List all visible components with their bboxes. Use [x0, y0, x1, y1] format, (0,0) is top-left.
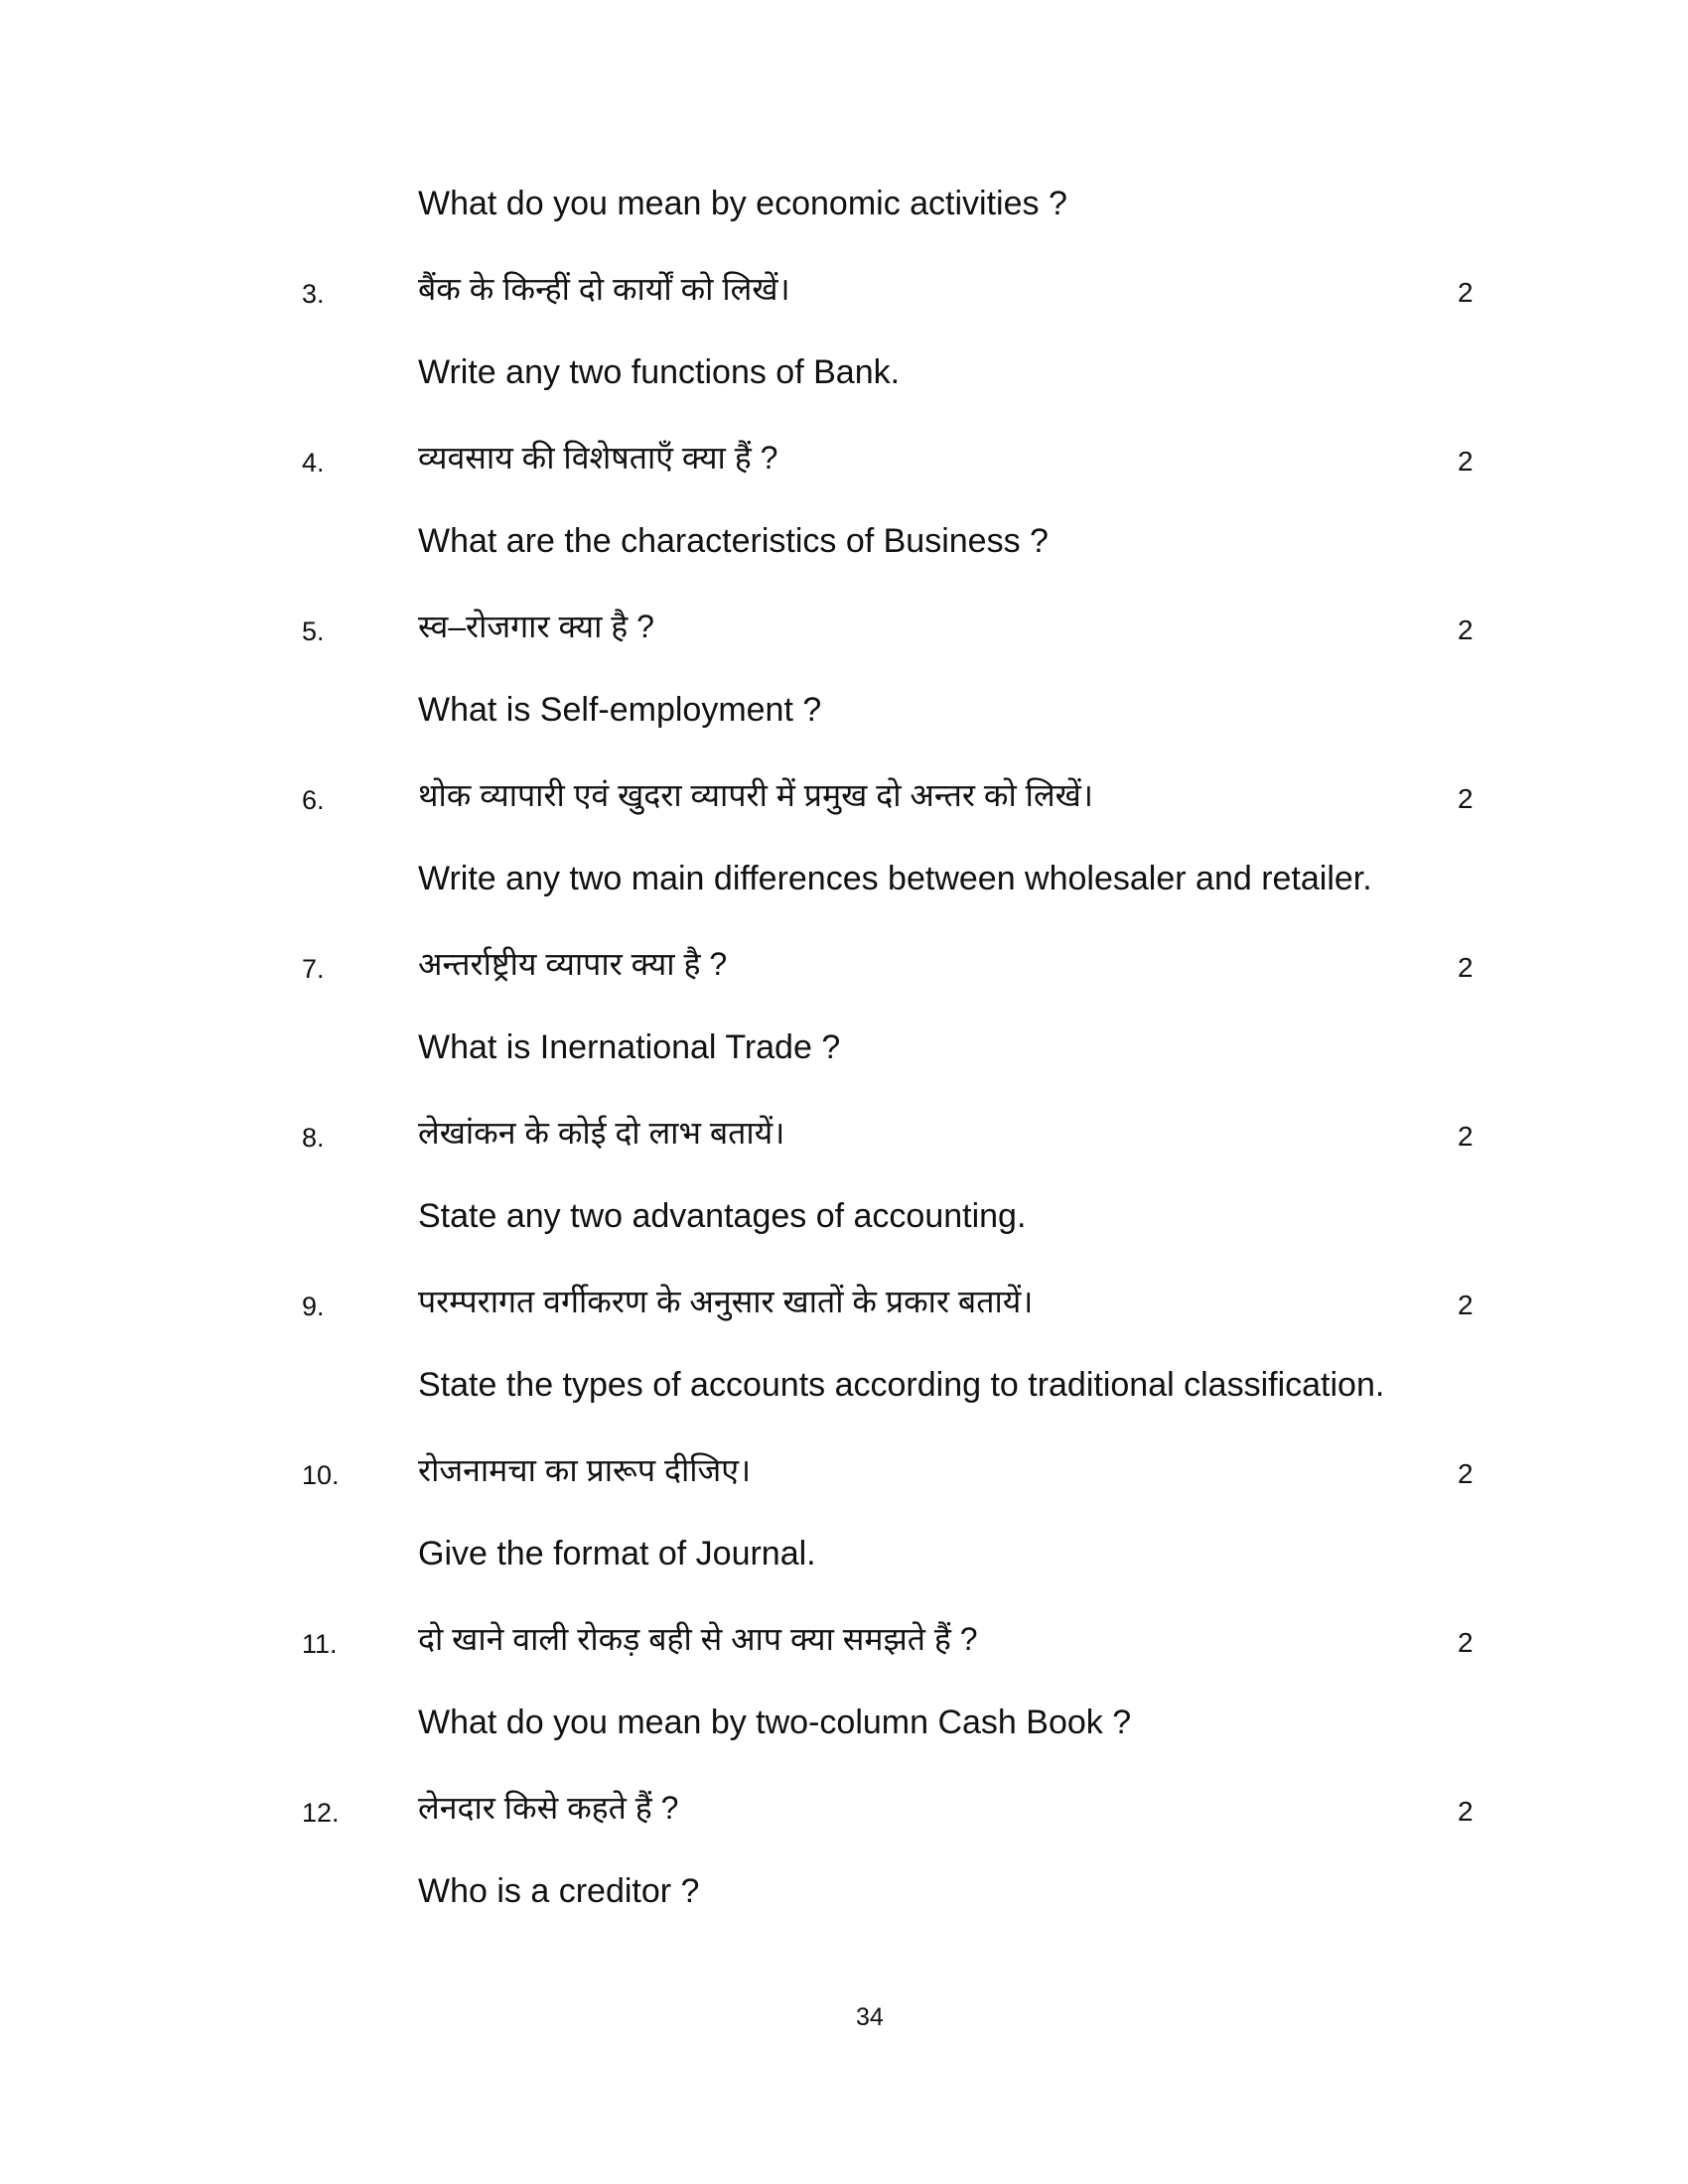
question-english-line	[0, 514, 1688, 574]
question-text: What do you mean by two-column Cash Book ?	[418, 1704, 1132, 1741]
question-marks: 2	[1458, 1290, 1474, 1320]
question-number: 4.	[302, 448, 325, 478]
question-text: What is Self-employment ?	[418, 691, 822, 729]
question-hindi-line	[0, 936, 1688, 996]
question-text: रोजनामचा का प्रारूप दीजिए।	[418, 1452, 752, 1488]
question-number: 5.	[302, 616, 325, 646]
question-text: अन्तर्राष्ट्रीय व्यापार क्या है ?	[418, 946, 728, 982]
question-number: 7.	[302, 954, 325, 984]
question-english-line	[0, 1189, 1688, 1249]
question-marks: 2	[1458, 446, 1474, 477]
question-text: Give the format of Journal.	[418, 1535, 816, 1572]
question-number: 11.	[302, 1629, 338, 1659]
question-english-line	[0, 1864, 1688, 1924]
question-text: Write any two main differences between wholesaler and retailer.	[418, 860, 1372, 897]
question-hindi-line	[0, 1274, 1688, 1333]
question-text: Who is a creditor ?	[418, 1872, 700, 1910]
question-text: What are the characteristics of Business ?	[418, 522, 1049, 560]
question-number: 12.	[302, 1798, 340, 1828]
question-hindi-line	[0, 1611, 1688, 1671]
question-english-line	[0, 1696, 1688, 1755]
question-text: थोक व्यापारी एवं खुदरा व्यापरी में प्रमुख दो अन्तर को लिखें।	[418, 777, 1093, 813]
question-marks: 2	[1458, 1458, 1474, 1489]
question-english-line	[0, 852, 1688, 911]
question-hindi-line	[0, 1105, 1688, 1164]
question-marks: 2	[1458, 783, 1474, 814]
question-marks: 2	[1458, 1796, 1474, 1827]
question-hindi-line	[0, 261, 1688, 321]
question-hindi-line	[0, 1780, 1688, 1840]
question-text: दो खाने वाली रोकड़ बही से आप क्या समझते हैं ?	[418, 1621, 978, 1657]
question-text: स्व–रोजगार क्या है ?	[418, 609, 654, 644]
question-text: What do you mean by economic activities ?	[418, 185, 1067, 222]
question-hindi-line	[0, 767, 1688, 827]
question-english-line	[0, 345, 1688, 405]
question-text: State any two advantages of accounting.	[418, 1197, 1027, 1235]
question-english-line	[0, 1021, 1688, 1080]
question-text: लेखांकन के कोई दो लाभ बतायें।	[418, 1115, 785, 1151]
question-text: Write any two functions of Bank.	[418, 353, 901, 391]
question-marks: 2	[1458, 277, 1474, 308]
question-text: परम्परागत वर्गीकरण के अनुसार खातों के प्रकार बतायें।	[418, 1284, 1034, 1319]
question-english-line	[0, 683, 1688, 743]
question-text: लेनदार किसे कहते हैं ?	[418, 1790, 679, 1826]
question-english-line	[0, 177, 1688, 236]
question-marks: 2	[1458, 952, 1474, 983]
question-english-line	[0, 1527, 1688, 1586]
question-text: व्यवसाय की विशेषताएँ क्या हैं ?	[418, 440, 778, 476]
question-hindi-line	[0, 1442, 1688, 1502]
page-number: 34	[856, 2003, 884, 2031]
question-marks: 2	[1458, 1627, 1474, 1658]
question-marks: 2	[1458, 1121, 1474, 1152]
question-english-line	[0, 1358, 1688, 1418]
question-text: State the types of accounts according to traditional classification.	[418, 1366, 1385, 1404]
question-text: बैंक के किन्हीं दो कार्यों को लिखें।	[418, 271, 790, 307]
question-number: 10.	[302, 1460, 340, 1490]
question-hindi-line	[0, 599, 1688, 658]
question-marks: 2	[1458, 614, 1474, 645]
question-number: 9.	[302, 1292, 325, 1321]
question-number: 6.	[302, 785, 325, 815]
question-text: What is Inernational Trade ?	[418, 1028, 841, 1066]
question-number: 8.	[302, 1123, 325, 1153]
question-number: 3.	[302, 279, 325, 309]
question-hindi-line	[0, 430, 1688, 489]
